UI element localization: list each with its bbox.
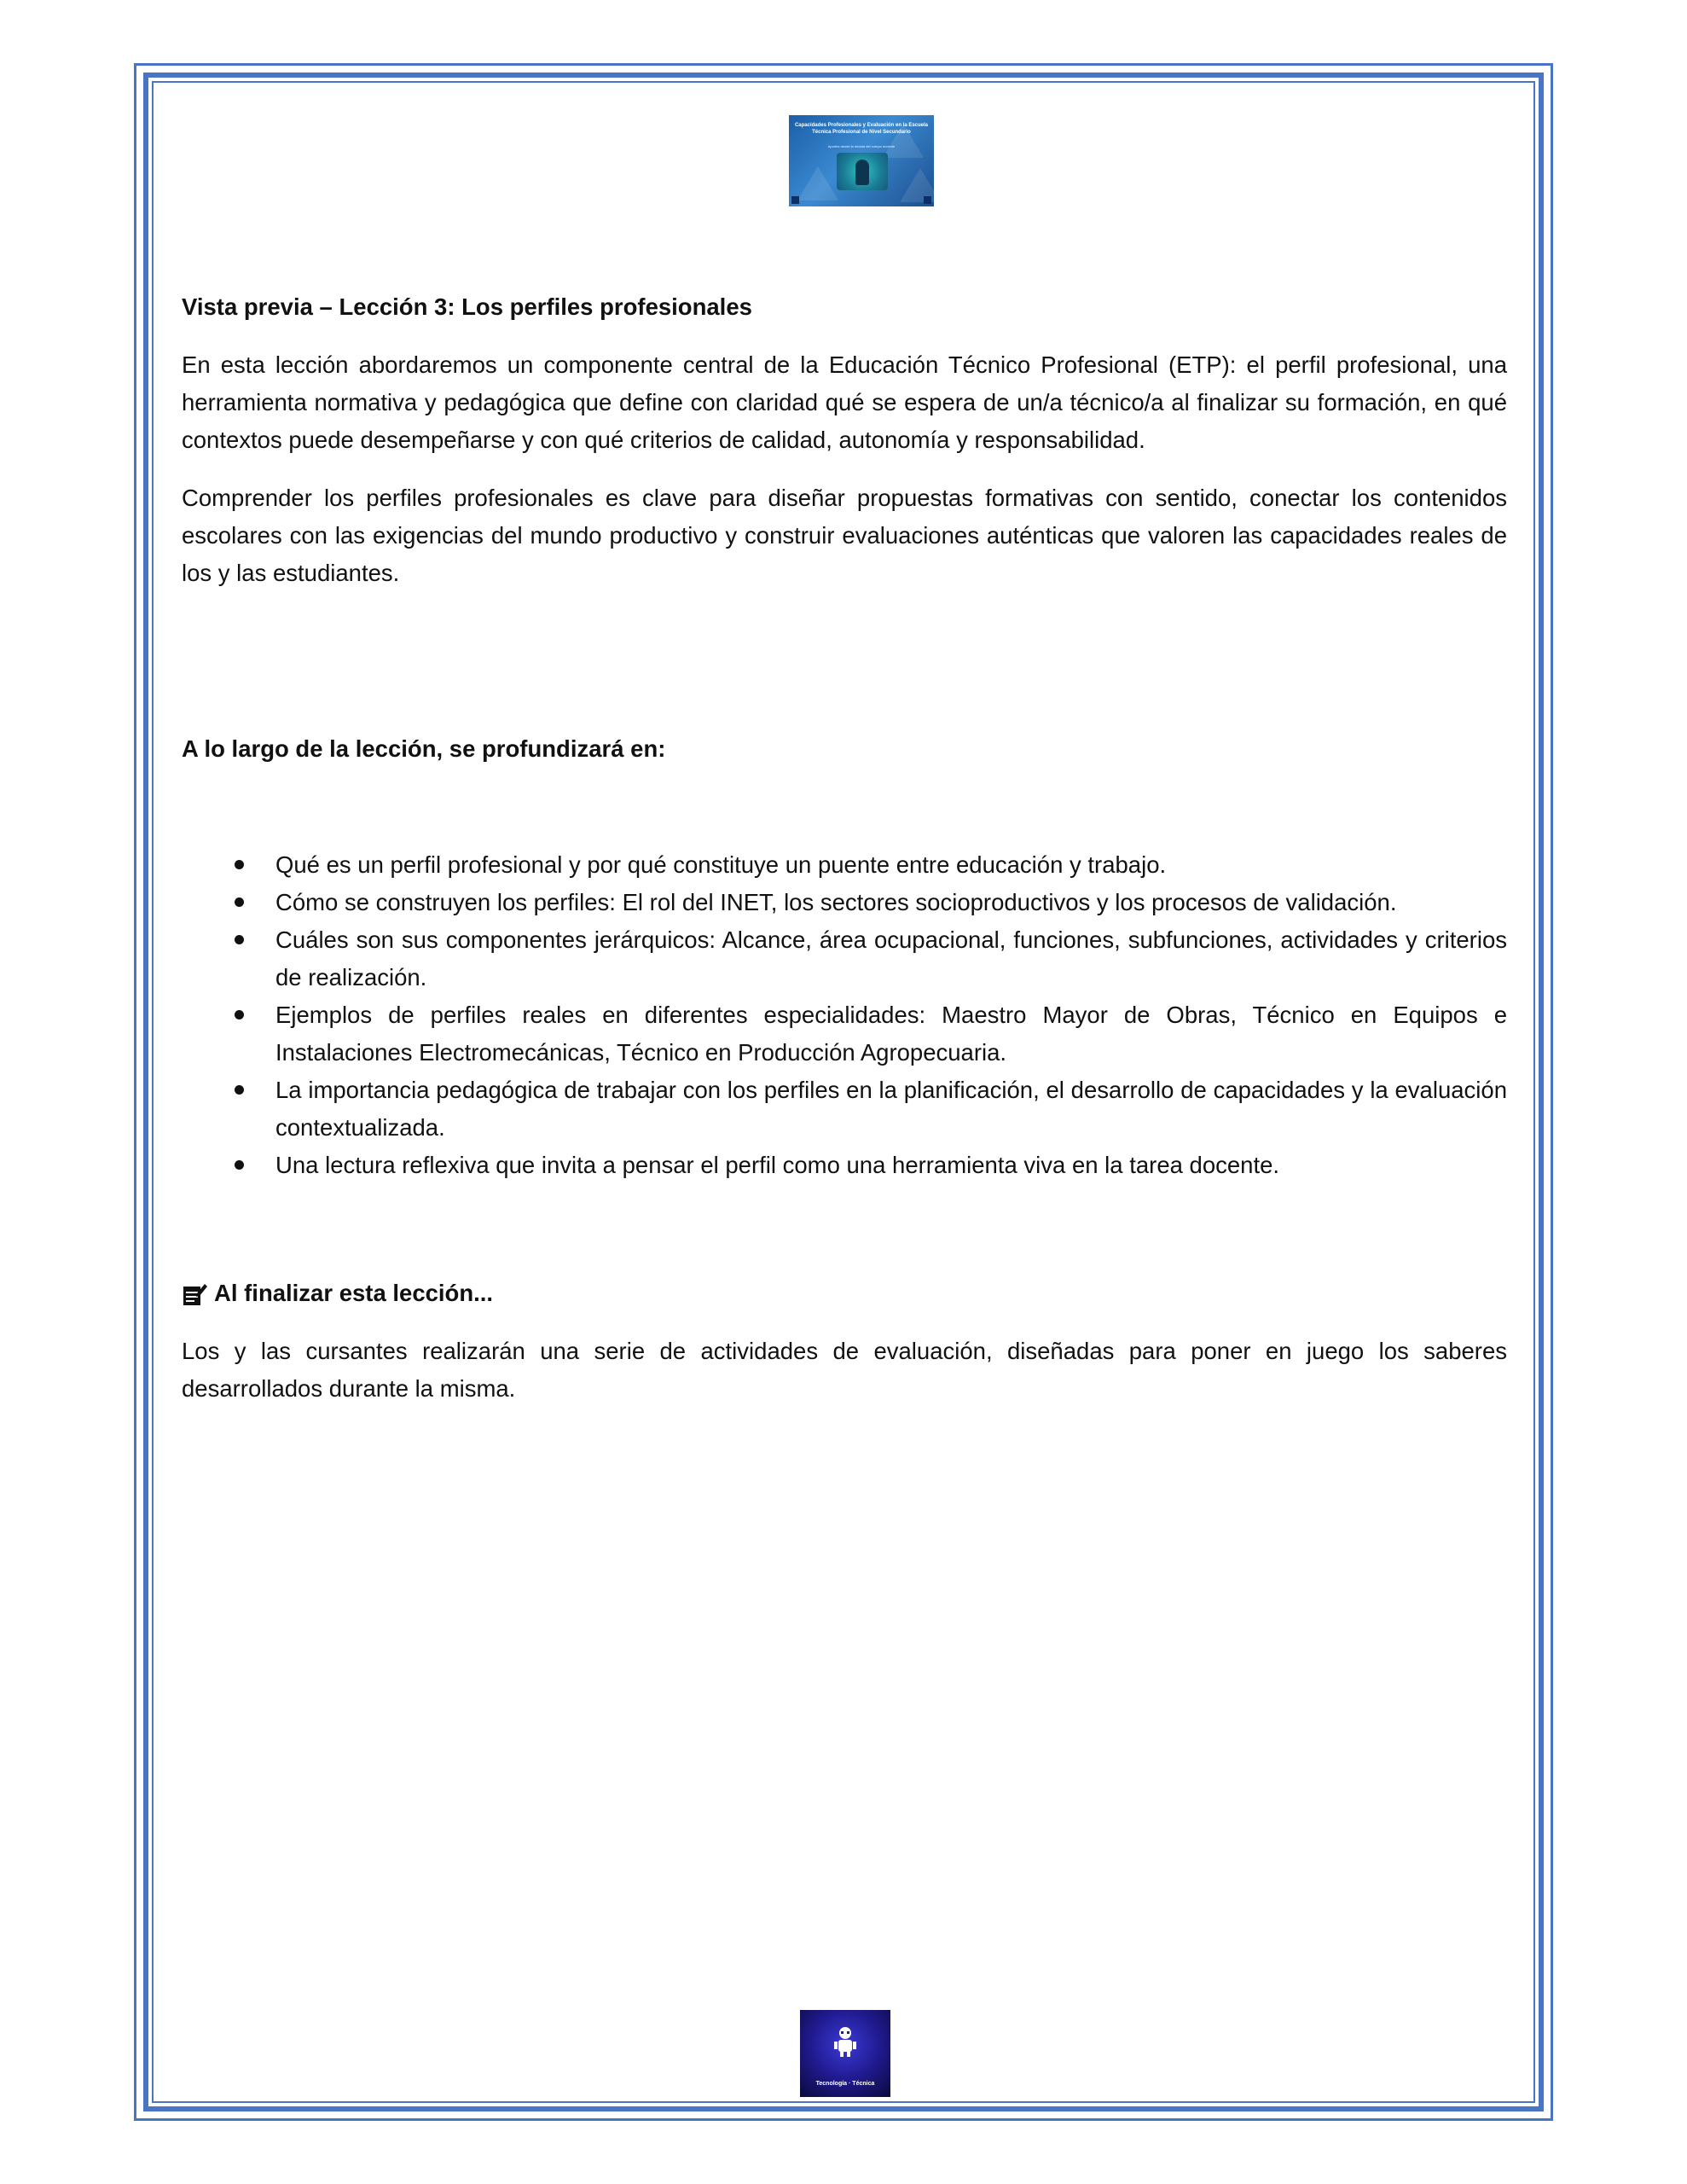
banner-corner-mark: [791, 196, 799, 204]
list-item-text: Qué es un perfil profesional y por qué constituye un puente entre educación y trabajo.: [275, 851, 1167, 878]
memo-icon: [182, 1281, 207, 1306]
bullet-icon: [235, 1010, 244, 1019]
final-heading: [182, 1275, 1507, 1312]
bullet-icon: [235, 1160, 244, 1170]
banner-title: Capacidades Profesionales y Evaluación en la Escuela Técnica Profesional de Nivel Secundario: [794, 123, 929, 135]
banner-subtitle: Aportes desde la mirada del cuerpo docente: [827, 144, 896, 148]
list-item-text: Cuáles son sus componentes jerárquicos: Alcance, área ocupacional, funciones, subfunciones, actividades y criterios de realización.: [275, 926, 1507, 990]
list-item: [182, 1072, 1507, 1147]
bullet-icon: [235, 1085, 244, 1095]
list-item: [182, 996, 1507, 1072]
banner-illustration: [837, 153, 888, 190]
header-banner-image: [789, 115, 934, 206]
robot-icon: [832, 2025, 858, 2058]
bullet-icon: [235, 897, 244, 907]
lesson-title: Vista previa – Lección 3: Los perfiles profesionales: [182, 293, 752, 320]
banner-corner-mark: [924, 196, 931, 204]
intro-paragraph: En esta lección abordaremos un componente central de la Educación Técnico Profesional (ETP): el perfil profesional, una herramienta normativa y pedagógica que define con claridad qué se espera de un/a técnico/a al finalizar su formación, en qué contextos puede desempeñarse y con qué criterios de calidad, autonomía y responsabilidad.: [182, 351, 1507, 453]
topics-list: [182, 846, 1507, 1184]
footer-logo-text: Tecnología · Técnica: [815, 2081, 875, 2087]
intro-paragraph: Comprender los perfiles profesionales es clave para diseñar propuestas formativas con sentido, conectar los contenidos escolares con las exigencias del mundo productivo y construir evaluaciones auténticas que valoren las capacidades reales de los y las estudiantes.: [182, 485, 1507, 586]
list-item-text: Una lectura reflexiva que invita a pensar el perfil como una herramienta viva en la tarea docente.: [275, 1152, 1280, 1178]
final-paragraph: Los y las cursantes realizarán una serie de actividades de evaluación, diseñadas para poner en juego los saberes desarrollados durante la misma.: [182, 1338, 1507, 1402]
list-item: [182, 921, 1507, 996]
list-item: [182, 884, 1507, 921]
footer-logo: [800, 2010, 890, 2097]
list-item-text: Ejemplos de perfiles reales en diferentes especialidades: Maestro Mayor de Obras, Técnico en Equipos e Instalaciones Electromecánicas, Técnico en Producción Agropecuaria.: [275, 1002, 1507, 1066]
list-item: [182, 846, 1507, 884]
list-item-text: Cómo se construyen los perfiles: El rol del INET, los sectores socioproductivos y los procesos de validación.: [275, 889, 1397, 915]
bullet-icon: [235, 935, 244, 944]
list-item-text: La importancia pedagógica de trabajar con los perfiles en la planificación, el desarrollo de capacidades y la evaluación contextualizada.: [275, 1077, 1507, 1141]
list-item: [182, 1147, 1507, 1184]
final-heading-text: Al finalizar esta lección...: [214, 1280, 494, 1306]
section-heading: A lo largo de la lección, se profundizará en:: [182, 735, 666, 762]
bullet-icon: [235, 860, 244, 869]
